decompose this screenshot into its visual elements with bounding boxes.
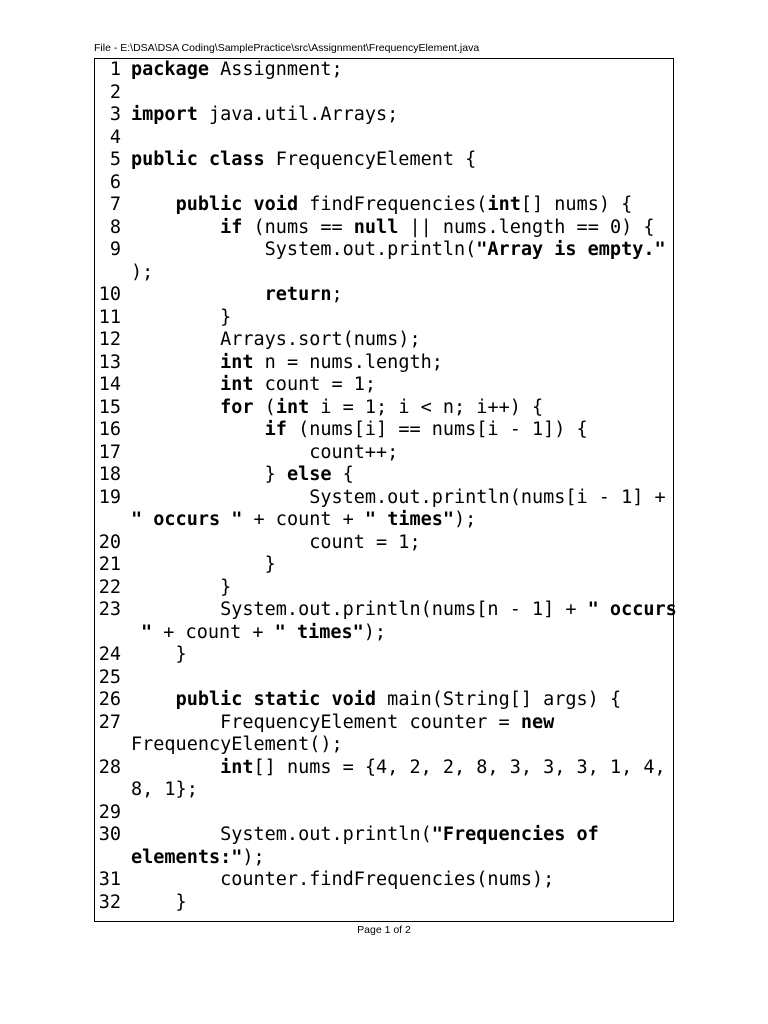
line-number: 24	[98, 644, 121, 665]
code-text	[131, 689, 621, 711]
code-text	[131, 847, 265, 869]
code-text	[131, 532, 421, 554]
line-number: 12	[98, 329, 121, 350]
line-number: 1	[109, 59, 121, 80]
code-token	[131, 217, 220, 238]
code-token	[131, 352, 220, 373]
code-token: );	[131, 261, 154, 283]
code-token: }	[131, 891, 187, 913]
code-text	[131, 599, 677, 621]
code-token: n = nums.length;	[253, 351, 443, 373]
code-text	[131, 217, 655, 239]
keyword-token: "Frequencies of	[431, 824, 599, 845]
code-text	[131, 59, 343, 81]
code-token: );	[242, 846, 265, 868]
keyword-token: package	[131, 59, 209, 80]
code-token: (	[253, 396, 276, 418]
code-token: System.out.println(	[131, 824, 432, 845]
line-number: 16	[98, 419, 121, 440]
keyword-token: elements:"	[131, 846, 243, 868]
code-token: (nums[i] == nums[i - 1]) {	[286, 419, 588, 440]
code-token	[131, 757, 220, 778]
code-token: }	[131, 464, 287, 485]
code-token: [] nums) {	[520, 194, 633, 215]
page-number: Page 1 of 2	[357, 924, 411, 936]
keyword-token: new	[520, 711, 555, 733]
line-number: 18	[98, 464, 121, 485]
code-token: i = 1; i < n; i++) {	[309, 396, 544, 418]
line-number: 13	[98, 351, 121, 373]
code-text	[131, 712, 554, 734]
code-text	[131, 239, 666, 261]
code-text	[131, 869, 554, 891]
code-text	[141, 622, 386, 644]
code-text	[131, 577, 231, 599]
line-number: 4	[109, 126, 121, 148]
code-token: [] nums = {4, 2, 2, 8, 3, 3, 3, 1, 4,	[253, 756, 666, 778]
line-number: 7	[109, 194, 121, 215]
code-text	[131, 104, 398, 126]
code-text	[131, 442, 398, 464]
code-text	[131, 352, 443, 374]
line-number: 10	[98, 284, 121, 305]
line-number: 5	[109, 149, 121, 170]
line-number: 30	[98, 824, 121, 845]
code-text	[131, 509, 476, 531]
code-token: }	[131, 576, 232, 598]
code-token: (nums ==	[242, 216, 354, 238]
code-text	[131, 757, 666, 779]
code-token: ;	[331, 284, 343, 305]
line-number: 28	[98, 756, 121, 778]
keyword-token: int	[220, 351, 254, 373]
code-token: java.util.Arrays;	[197, 104, 399, 125]
code-token: }	[131, 554, 276, 575]
keyword-token: " occurs	[587, 599, 677, 620]
code-token	[131, 689, 176, 710]
line-number: 29	[98, 801, 121, 823]
line-number: 19	[98, 486, 121, 508]
line-number: 11	[98, 306, 121, 328]
keyword-token: "Array is empty."	[476, 239, 666, 260]
keyword-token: " occurs "	[131, 509, 243, 530]
code-token: main(String[] args) {	[376, 689, 622, 710]
code-token: FrequencyElement counter =	[131, 711, 521, 733]
code-text	[131, 644, 187, 666]
line-number: 26	[98, 689, 121, 710]
code-token	[131, 419, 265, 440]
code-text	[131, 307, 231, 329]
code-token: counter.findFrequencies(nums);	[131, 869, 555, 890]
code-text	[131, 194, 632, 216]
line-number: 15	[98, 396, 121, 418]
code-token: || nums.length == 0) {	[398, 216, 655, 238]
code-token: );	[454, 509, 477, 530]
code-token: System.out.println(	[131, 239, 477, 260]
code-text	[131, 397, 543, 419]
code-text	[131, 779, 198, 801]
code-text	[131, 892, 187, 914]
code-token: count = 1;	[131, 531, 421, 553]
keyword-token: return	[264, 284, 332, 305]
code-text	[131, 329, 421, 351]
keyword-token: int	[220, 374, 254, 395]
code-token: Arrays.sort(nums);	[131, 329, 421, 350]
code-token: 8, 1};	[131, 779, 198, 800]
code-token: Assignment;	[208, 59, 343, 80]
line-number: 21	[98, 554, 121, 575]
code-token: );	[363, 621, 387, 643]
line-number: 6	[109, 171, 121, 193]
keyword-token: "	[141, 621, 153, 643]
keyword-token: if	[220, 216, 243, 238]
code-text	[131, 374, 376, 396]
code-text	[131, 262, 153, 284]
keyword-token: import	[131, 104, 198, 125]
keyword-token: public static void	[175, 689, 377, 710]
code-token	[131, 374, 220, 395]
code-token: FrequencyElement();	[131, 734, 343, 755]
line-number: 14	[98, 374, 121, 395]
code-text	[131, 824, 599, 846]
keyword-token: int	[487, 194, 521, 215]
line-number: 9	[109, 239, 121, 260]
line-number: 27	[98, 711, 121, 733]
keyword-token: int	[275, 396, 310, 418]
code-token: count = 1;	[253, 374, 377, 395]
file-path-header: File - E:\DSA\DSA Coding\SamplePractice\src\Assignment\FrequencyElement.java	[94, 42, 480, 54]
code-text	[131, 734, 343, 756]
code-text	[131, 464, 354, 486]
code-token: {	[331, 464, 354, 485]
line-number: 31	[98, 869, 121, 890]
keyword-token: int	[220, 756, 254, 778]
code-token: }	[131, 306, 232, 328]
keyword-token: else	[286, 464, 332, 485]
keyword-token: " times"	[274, 621, 364, 643]
line-number: 3	[109, 104, 121, 125]
code-text	[131, 149, 476, 171]
keyword-token: if	[264, 419, 287, 440]
line-number: 2	[109, 81, 121, 103]
code-listing	[94, 58, 677, 922]
code-token: System.out.println(nums[n - 1] +	[131, 599, 588, 620]
line-number: 17	[98, 441, 121, 463]
code-text	[131, 554, 276, 576]
code-text	[131, 419, 588, 441]
line-number: 22	[98, 576, 121, 598]
code-text	[131, 284, 343, 306]
code-token: }	[131, 644, 187, 665]
code-text	[131, 487, 666, 509]
line-number: 20	[98, 531, 121, 553]
line-number: 8	[109, 216, 121, 238]
code-token: + count +	[152, 621, 275, 643]
keyword-token: " times"	[364, 509, 455, 530]
code-token	[131, 284, 265, 305]
line-number: 32	[98, 891, 121, 913]
code-token: System.out.println(nums[i - 1] +	[131, 486, 666, 508]
keyword-token: public class	[131, 149, 265, 170]
code-token: count++;	[131, 441, 399, 463]
code-token: findFrequencies(	[298, 194, 488, 215]
line-number: 23	[98, 599, 121, 620]
code-token: + count +	[242, 509, 365, 530]
keyword-token: null	[353, 216, 399, 238]
code-token	[131, 397, 220, 418]
line-number: 25	[98, 666, 121, 688]
code-token	[131, 194, 176, 215]
keyword-token: public void	[175, 194, 299, 215]
code-token: FrequencyElement {	[264, 149, 477, 170]
keyword-token: for	[220, 396, 254, 418]
